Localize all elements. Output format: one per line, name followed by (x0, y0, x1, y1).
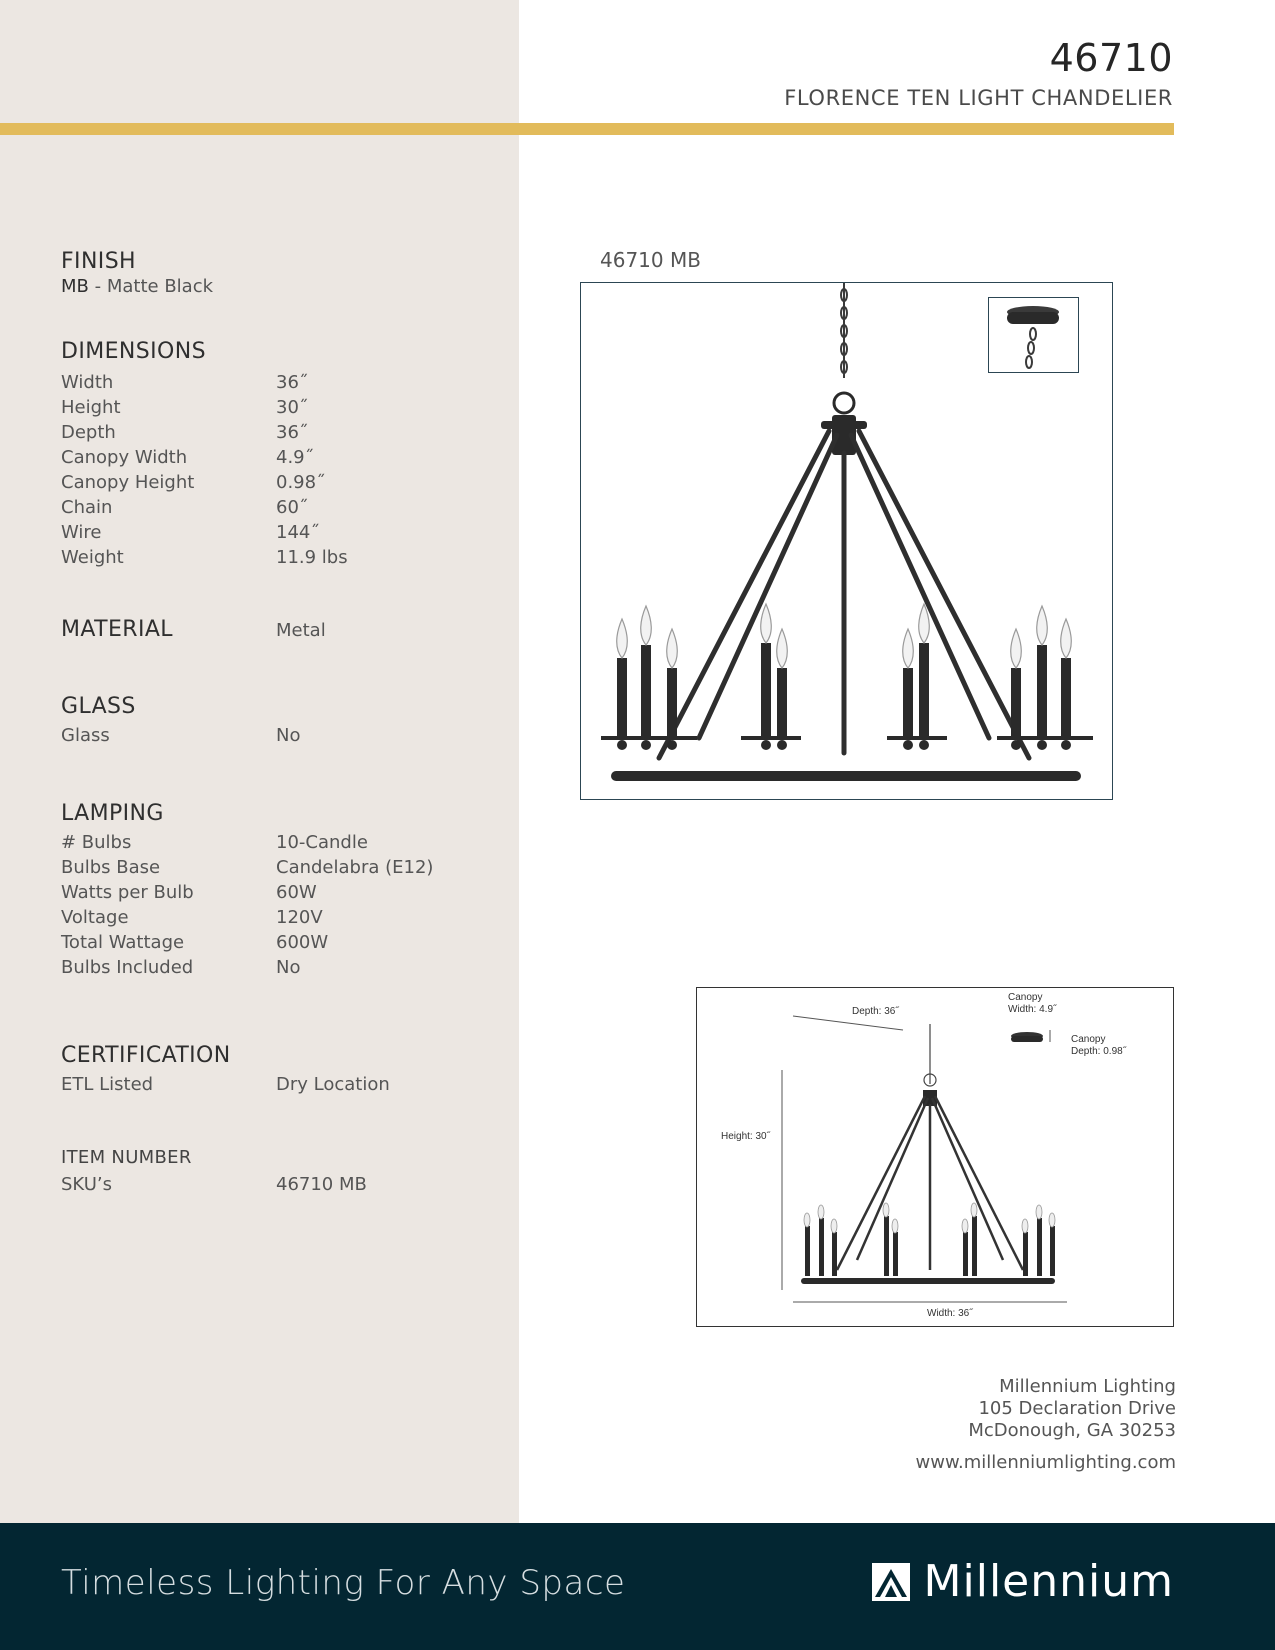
dim-value: 4.9˝ (276, 447, 314, 468)
certification-value: Dry Location (276, 1074, 390, 1095)
certification-title: CERTIFICATION (61, 1043, 231, 1068)
finish-separator: - (88, 276, 107, 297)
dim-value: 11.9 lbs (276, 547, 348, 568)
lamping-label: Bulbs Included (61, 957, 194, 978)
finish-value (61, 276, 213, 297)
finish-code: MB (61, 276, 89, 297)
lamping-row (61, 855, 433, 880)
lamping-label: Watts per Bulb (61, 882, 194, 903)
product-name: FLORENCE TEN LIGHT CHANDELIER (784, 86, 1173, 110)
dim-label: Weight (61, 547, 124, 568)
lamping-row (61, 955, 433, 980)
dimensions-title: DIMENSIONS (61, 339, 206, 364)
lamping-row (61, 880, 433, 905)
material-title: MATERIAL (61, 617, 173, 642)
model-number: 46710 (1049, 36, 1173, 80)
item-number-title: ITEM NUMBER (61, 1147, 192, 1168)
company-city: McDonough, GA 30253 (968, 1420, 1176, 1441)
gold-divider (0, 123, 1174, 135)
lamping-row (61, 830, 433, 855)
canopy-inset (988, 297, 1079, 373)
dim-value: 36˝ (276, 422, 308, 443)
dim-row-canopy-height (61, 470, 348, 495)
certification-row (61, 1072, 390, 1097)
dim-value: 60˝ (276, 497, 308, 518)
dim-label: Height (61, 397, 121, 418)
canopy-width-label (1008, 992, 1056, 1016)
glass-section (61, 694, 300, 748)
lamping-title: LAMPING (61, 801, 164, 826)
company-name: Millennium Lighting (999, 1376, 1176, 1397)
lamping-value: Candelabra (E12) (276, 857, 434, 878)
canopy-depth-label (1071, 1034, 1126, 1058)
dim-label: Canopy Height (61, 472, 195, 493)
lamping-row (61, 905, 433, 930)
canopy-width-line2: Width: 4.9˝ (1008, 1004, 1057, 1015)
spec-panel (0, 0, 519, 1523)
company-street: 105 Declaration Drive (978, 1398, 1176, 1419)
lamping-label: Bulbs Base (61, 857, 161, 878)
footer-tagline: Timeless Lighting For Any Space (61, 1563, 626, 1603)
dim-row-depth (61, 420, 348, 445)
lamping-row (61, 930, 433, 955)
dim-value: 0.98˝ (276, 472, 326, 493)
company-website[interactable]: www.millenniumlighting.com (915, 1452, 1176, 1473)
dimensions-section (61, 339, 348, 570)
certification-label: ETL Listed (61, 1074, 154, 1095)
company-address (968, 1376, 1176, 1442)
finish-section (61, 249, 213, 297)
product-image-label: 46710 MB (600, 248, 701, 272)
glass-row (61, 723, 300, 748)
lamping-value: 60W (276, 882, 317, 903)
dim-value: 30˝ (276, 397, 308, 418)
brand-name: Millennium (923, 1556, 1174, 1607)
canopy-icon (989, 298, 1078, 372)
lamping-label: Total Wattage (61, 932, 185, 953)
dim-value: 36˝ (276, 372, 308, 393)
dim-row-weight (61, 545, 348, 570)
certification-section (61, 1043, 390, 1097)
sku-label: SKU’s (61, 1174, 113, 1195)
lamping-value: 10-Candle (276, 832, 368, 853)
glass-title: GLASS (61, 694, 136, 719)
canopy-depth-line2: Depth: 0.98˝ (1071, 1046, 1127, 1057)
sku-value: 46710 MB (276, 1174, 367, 1195)
dim-label: Depth (61, 422, 116, 443)
canopy-depth-line1: Canopy (1071, 1034, 1106, 1045)
brand-logo (872, 1556, 1174, 1607)
dim-label: Width (61, 372, 114, 393)
depth-label: Depth: 36˝ (852, 1006, 899, 1017)
dim-row-width (61, 370, 348, 395)
dimension-diagram (696, 987, 1174, 1327)
dim-label: Chain (61, 497, 113, 518)
dim-row-wire (61, 520, 348, 545)
material-value: Metal (276, 620, 326, 641)
lamping-label: # Bulbs (61, 832, 132, 853)
canopy-width-line1: Canopy (1008, 992, 1043, 1003)
dim-row-height (61, 395, 348, 420)
dim-row-chain (61, 495, 348, 520)
dim-value: 144˝ (276, 522, 320, 543)
dim-label: Canopy Width (61, 447, 188, 468)
lamping-section (61, 801, 433, 980)
material-section (61, 617, 326, 642)
dim-row-canopy-width (61, 445, 348, 470)
finish-name: Matte Black (106, 276, 214, 297)
glass-label: Glass (61, 725, 110, 746)
finish-title: FINISH (61, 249, 136, 274)
glass-value: No (276, 725, 301, 746)
lamping-value: No (276, 957, 301, 978)
height-label: Height: 30˝ (721, 1131, 770, 1142)
width-label: Width: 36˝ (927, 1308, 973, 1319)
millennium-logo-icon (872, 1563, 910, 1601)
lamping-value: 600W (276, 932, 329, 953)
lamping-value: 120V (276, 907, 323, 928)
item-number-section (61, 1147, 367, 1197)
lamping-label: Voltage (61, 907, 129, 928)
sku-row (61, 1172, 367, 1197)
dim-label: Wire (61, 522, 102, 543)
